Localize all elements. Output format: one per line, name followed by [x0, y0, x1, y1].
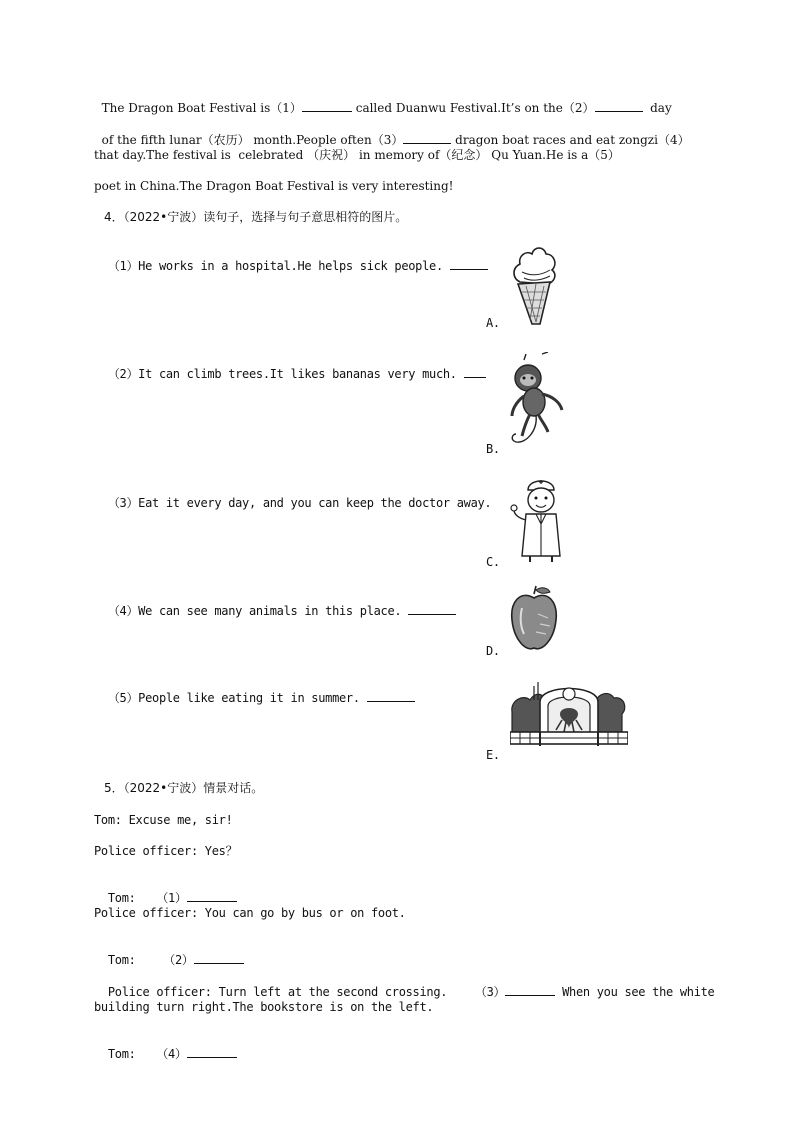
option-label-e: E. [486, 748, 500, 762]
passage-text: The Dragon Boat Festival is（1） [101, 101, 302, 115]
q4-item-text: （5）People like eating it in summer. [107, 691, 367, 705]
question-4-heading: 4．（2022•宁波）读句子，选择与句子意思相符的图片。 [104, 210, 408, 224]
passage-text: dragon boat races and eat zongzi（4） [451, 133, 690, 147]
dialogue-line-3 [94, 874, 237, 906]
zoo-gate-icon [510, 672, 628, 754]
q4-answer-blank-2[interactable] [464, 366, 486, 378]
dialogue-blank-3[interactable] [505, 984, 555, 996]
passage-text: day [642, 101, 672, 115]
q4-item-2 [94, 350, 486, 382]
q4-answer-blank-4[interactable] [408, 603, 456, 615]
q4-item-4 [94, 587, 456, 619]
passage-text: called Duanwu Festival.It’s on the（2） [351, 101, 595, 115]
passage-line-1 [94, 84, 672, 116]
dialogue-line-8 [94, 1030, 237, 1062]
doctor-icon [510, 474, 572, 564]
passage-line-3: that day.The festival is celebrated （庆祝） in memory of（纪念） Qu Yuan.He is a（5） [94, 148, 620, 162]
dialogue-line-7: building turn right.The bookstore is on the left. [94, 1000, 434, 1014]
q4-answer-blank-1[interactable] [450, 258, 488, 270]
q4-answer-blank-5[interactable] [367, 690, 415, 702]
option-label-b: B. [486, 442, 500, 456]
dialogue-blank-2[interactable] [194, 952, 244, 964]
q4-item-text: （2）It can climb trees.It likes bananas very much. [107, 367, 464, 381]
dialogue-text: Tom: （1） [107, 891, 187, 905]
passage-text: of the fifth lunar（农历） month.People often（3） [101, 133, 404, 147]
answer-blank-2[interactable] [595, 100, 643, 112]
option-label-c: C. [486, 555, 500, 569]
passage-line-2 [94, 116, 690, 148]
q4-item-text: （1）He works in a hospital.He helps sick people. [107, 259, 450, 273]
dialogue-text: When you see the white [555, 985, 715, 999]
answer-blank-1[interactable] [302, 100, 352, 112]
question-5-heading: 5．（2022•宁波）情景对话。 [104, 781, 264, 795]
monkey-icon [502, 352, 572, 448]
dialogue-line-5 [94, 936, 244, 968]
dialogue-text: Police officer: Turn left at the second crossing. （3） [107, 985, 506, 999]
apple-icon [508, 584, 560, 654]
dialogue-line-1: Tom: Excuse me, sir! [94, 813, 233, 827]
q4-item-5 [94, 674, 415, 706]
dialogue-line-6 [94, 968, 714, 1000]
dialogue-line-4: Police officer: You can go by bus or on foot. [94, 906, 406, 920]
dialogue-line-2: Police officer: Yes？ [94, 844, 238, 858]
option-label-d: D. [486, 644, 500, 658]
dialogue-blank-1[interactable] [187, 890, 237, 902]
option-label-a: A. [486, 316, 500, 330]
q4-item-text: （3）Eat it every day, and you can keep the doctor away. [107, 496, 492, 510]
dialogue-text: Tom: （4） [107, 1047, 187, 1061]
q4-item-1 [94, 242, 488, 274]
q4-item-text: （4）We can see many animals in this place. [107, 604, 409, 618]
ice-cream-cone-icon [506, 242, 562, 328]
passage-line-4: poet in China.The Dragon Boat Festival is very interesting! [94, 179, 454, 193]
dialogue-blank-4[interactable] [187, 1046, 237, 1058]
q4-item-3 [94, 479, 491, 511]
dialogue-text: Tom: （2） [107, 953, 194, 967]
answer-blank-3[interactable] [403, 132, 451, 144]
